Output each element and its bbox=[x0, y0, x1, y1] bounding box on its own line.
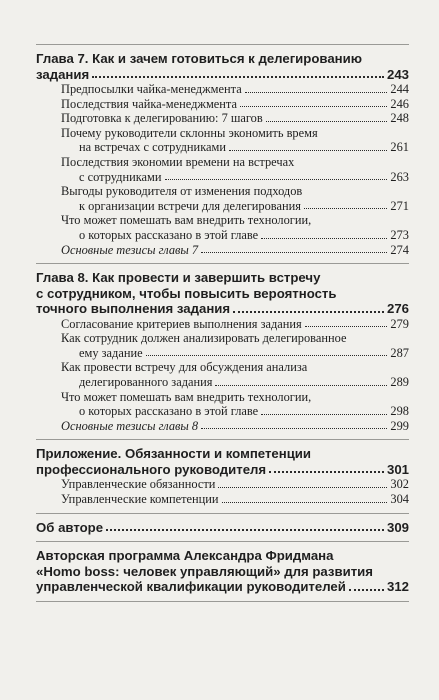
toc-subsection-link[interactable] bbox=[36, 155, 409, 184]
chapter-entry-link[interactable] bbox=[36, 67, 409, 83]
toc-subsection-link[interactable] bbox=[36, 126, 409, 155]
chapter-entry-link[interactable] bbox=[36, 579, 409, 595]
toc-chapter-section bbox=[36, 45, 409, 263]
toc-subsection-link[interactable] bbox=[36, 82, 409, 97]
dot-leader bbox=[215, 385, 387, 386]
subsection-page-number: 263 bbox=[390, 169, 409, 184]
subsection-entry-row bbox=[61, 243, 409, 258]
subsection-title-line: Согласование критериев выполнения задания bbox=[61, 316, 302, 331]
chapter-title-line: Авторская программа Александра Фридмана bbox=[36, 548, 334, 564]
toc-subsection-link[interactable] bbox=[36, 184, 409, 213]
subsection-entry-row bbox=[61, 97, 409, 112]
toc-subsection-link[interactable] bbox=[36, 492, 409, 507]
subsection-page-number: 302 bbox=[390, 477, 409, 492]
dot-leader bbox=[92, 76, 384, 78]
subsection-title-line: делегированного задания bbox=[79, 375, 213, 389]
toc-subsection-link[interactable] bbox=[36, 243, 409, 258]
chapter-page-number: 243 bbox=[386, 66, 409, 82]
chapter-page-number: 312 bbox=[386, 579, 409, 595]
subsection-entry-row bbox=[61, 419, 409, 434]
subsection-title-line: Выгоды руководителя от изменения подходов bbox=[61, 184, 303, 199]
subsection-page-number: 274 bbox=[390, 242, 409, 257]
toc-chapter-section bbox=[36, 542, 409, 601]
dot-leader bbox=[222, 502, 388, 503]
subsection-title-line: Последствия экономии времени на встречах bbox=[61, 154, 295, 169]
subsection-entry-row bbox=[61, 140, 409, 155]
dot-leader bbox=[261, 238, 387, 239]
chapter-title-line: профессионального руководителя bbox=[36, 461, 267, 477]
subsection-entry-row bbox=[61, 317, 409, 332]
subsection-page-number: 246 bbox=[390, 96, 409, 111]
subsection-title-line: Что может помешать вам внедрить технологии, bbox=[61, 213, 312, 228]
toc-chapter-section bbox=[36, 514, 409, 542]
subsection-page-number: 304 bbox=[390, 491, 409, 506]
subsection-title-line: Предпосылки чайка-менеджмента bbox=[61, 82, 242, 96]
subsection-title-line: на встречах с сотрудниками bbox=[79, 140, 226, 155]
dot-leader bbox=[201, 428, 387, 429]
dot-leader bbox=[233, 311, 384, 313]
subsection-entry-row bbox=[61, 170, 409, 185]
subsection-page-number: 248 bbox=[390, 111, 409, 126]
chapter-title-line: Приложение. Обязанности и компетенции bbox=[36, 446, 312, 462]
dot-leader bbox=[218, 487, 387, 488]
subsection-page-number: 279 bbox=[390, 316, 409, 331]
toc-subsection-link[interactable] bbox=[36, 477, 409, 492]
subsection-title-line: Почему руководители склонны экономить время bbox=[61, 125, 318, 140]
dot-leader bbox=[305, 326, 388, 327]
subsection-page-number: 299 bbox=[390, 418, 409, 433]
dot-leader bbox=[269, 471, 384, 473]
subsection-title-line: Основные тезисы главы 7 bbox=[61, 242, 199, 257]
chapter-title-line: с сотрудником, чтобы повысить вероятность bbox=[36, 285, 337, 301]
dot-leader bbox=[261, 414, 387, 415]
subsection-title-line: к организации встречи для делегирования bbox=[79, 198, 301, 213]
dot-leader bbox=[106, 529, 384, 531]
subsection-entry-row bbox=[61, 199, 409, 214]
dot-leader bbox=[349, 589, 384, 591]
chapter-entry-link[interactable] bbox=[36, 520, 409, 536]
subsection-page-number: 287 bbox=[390, 345, 409, 360]
chapter-title-line: «Homo boss: человек управляющий» для развития bbox=[36, 563, 373, 579]
subsection-page-number: 271 bbox=[390, 198, 409, 213]
subsection-title-line: Как провести встречу для обсуждения анализа bbox=[61, 360, 308, 375]
chapter-title-line: точного выполнения задания bbox=[36, 301, 231, 317]
toc-subsection-link[interactable] bbox=[36, 390, 409, 419]
section-divider bbox=[36, 601, 409, 602]
subsection-entry-row bbox=[61, 111, 409, 126]
subsection-entry-row bbox=[61, 375, 409, 390]
toc-subsection-link[interactable] bbox=[36, 317, 409, 332]
subsection-page-number: 261 bbox=[390, 140, 409, 155]
toc-list bbox=[36, 45, 409, 602]
toc-chapter-section bbox=[36, 264, 409, 439]
subsection-entry-row bbox=[61, 82, 409, 97]
dot-leader bbox=[304, 208, 387, 209]
dot-leader bbox=[245, 92, 388, 93]
subsection-title-line: о которых рассказано в этой главе bbox=[79, 404, 259, 419]
chapter-title-line: Об авторе bbox=[36, 519, 104, 535]
subsection-title-line: ему задание bbox=[79, 345, 143, 360]
chapter-page-number: 301 bbox=[386, 461, 409, 477]
toc-subsection-link[interactable] bbox=[36, 111, 409, 126]
subsection-title-line: Как сотрудник должен анализировать делегированное bbox=[61, 331, 347, 346]
subsection-title-line: с сотрудниками bbox=[79, 169, 162, 184]
subsection-entry-row bbox=[61, 346, 409, 361]
subsection-page-number: 289 bbox=[390, 375, 409, 389]
toc-subsection-link[interactable] bbox=[36, 360, 409, 389]
subsection-title-line: Основные тезисы главы 8 bbox=[61, 418, 199, 433]
subsection-title-line: о которых рассказано в этой главе bbox=[79, 227, 259, 242]
subsection-title-line: Подготовка к делегированию: 7 шагов bbox=[61, 111, 263, 126]
chapter-page-number: 309 bbox=[386, 519, 409, 535]
toc-subsection-link[interactable] bbox=[36, 331, 409, 360]
subsection-entry-row bbox=[61, 477, 409, 492]
chapter-title-line: Глава 8. Как провести и завершить встречу bbox=[36, 270, 321, 286]
chapter-title-line: управленческой квалификации руководителей bbox=[36, 579, 346, 595]
toc-subsection-link[interactable] bbox=[36, 213, 409, 242]
subsection-entry-row bbox=[61, 492, 409, 507]
dot-leader bbox=[266, 121, 388, 122]
dot-leader bbox=[165, 179, 388, 180]
toc-subsection-link[interactable] bbox=[36, 97, 409, 112]
chapter-entry-link[interactable] bbox=[36, 462, 409, 478]
subsection-title-line: Что может помешать вам внедрить технологии, bbox=[61, 389, 312, 404]
chapter-title-line: задания bbox=[36, 66, 90, 82]
subsection-entry-row bbox=[61, 404, 409, 419]
toc-chapter-section bbox=[36, 440, 409, 512]
subsection-entry-row bbox=[61, 228, 409, 243]
dot-leader bbox=[146, 355, 388, 356]
subsection-page-number: 273 bbox=[390, 227, 409, 242]
subsection-title-line: Управленческие компетенции bbox=[61, 491, 219, 506]
subsection-title-line: Управленческие обязанности bbox=[61, 477, 216, 492]
chapter-entry-link[interactable] bbox=[36, 301, 409, 317]
toc-subsection-link[interactable] bbox=[36, 419, 409, 434]
subsection-page-number: 298 bbox=[390, 404, 409, 419]
dot-leader bbox=[240, 106, 387, 107]
subsection-title-line: Последствия чайка-менеджмента bbox=[61, 96, 237, 111]
subsection-page-number: 244 bbox=[390, 82, 409, 96]
dot-leader bbox=[229, 150, 387, 151]
dot-leader bbox=[201, 252, 387, 253]
chapter-page-number: 276 bbox=[386, 301, 409, 317]
chapter-title-line: Глава 7. Как и зачем готовиться к делегированию bbox=[36, 51, 363, 66]
